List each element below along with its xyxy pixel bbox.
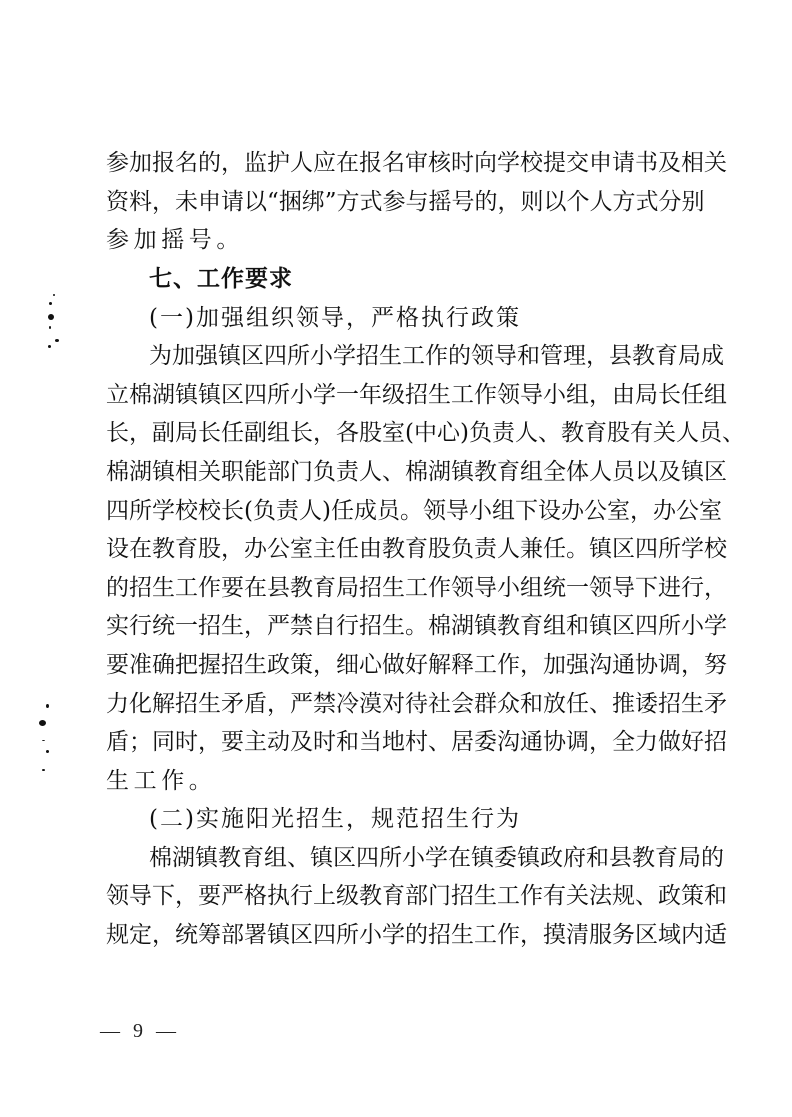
paragraph-line: 领导下，要严格执行上级教育部门招生工作有关法规、政策和 [106,883,727,909]
paragraph-line: 棉湖镇相关职能部门负责人、棉湖镇教育组全体人员以及镇区 [106,459,727,485]
binding-mark [39,720,46,726]
paragraph-line: 实行统一招生，严禁自行招生。棉湖镇教育组和镇区四所小学 [106,613,727,639]
binding-mark [49,302,52,305]
paragraph-line: 资料，未申请以“捆绑”方式参与摇号的，则以个人方式分别 [106,189,705,215]
paragraph-line: 参加报名的，监护人应在报名审核时向学校提交申请书及相关 [106,150,727,176]
binding-mark [49,326,51,329]
paragraph-line: 参加摇号。 [106,227,244,253]
subsection-heading: (一)加强组织领导，严格执行政策 [149,305,521,331]
binding-mark [55,339,59,342]
paragraph-line: 规定，统筹部署镇区四所小学的招生工作，摸清服务区域内适 [106,922,727,948]
paragraph-line: 为加强镇区四所小学招生工作的领导和管理，县教育局成 [149,343,724,369]
binding-mark [53,294,55,296]
binding-mark [48,314,54,320]
paragraph-line: 要准确把握招生政策，细心做好解释工作，加强沟通协调，努 [106,652,727,678]
binding-mark [46,704,49,708]
binding-mark [46,750,49,753]
paragraph-line: 盾；同时，要主动及时和当地村、居委沟通协调，全力做好招 [106,729,727,755]
page-number: — 9 — [100,1020,180,1042]
binding-mark [42,740,45,741]
paragraph-line: 生工作。 [106,768,217,794]
paragraph-line: 立棉湖镇镇区四所小学一年级招生工作领导小组，由局长任组 [106,382,727,408]
subsection-heading: (二)实施阳光招生，规范招生行为 [149,806,521,832]
paragraph-line: 长，副局长任副组长，各股室(中心)负责人、教育股有关人员、 [106,420,745,446]
paragraph-line: 四所学校校长(负责人)任成员。领导小组下设办公室，办公室 [106,498,722,524]
binding-mark [48,345,51,348]
paragraph-line: 力化解招生矛盾，严禁冷漠对待社会群众和放任、推诿招生矛 [106,691,727,717]
section-heading: 七、工作要求 [149,266,293,292]
binding-mark [42,769,45,771]
paragraph-line: 的招生工作要在县教育局招生工作领导小组统一领导下进行， [106,575,727,601]
paragraph-line: 棉湖镇教育组、镇区四所小学在镇委镇政府和县教育局的 [149,845,724,871]
paragraph-line: 设在教育股，办公室主任由教育股负责人兼任。镇区四所学校 [106,536,727,562]
